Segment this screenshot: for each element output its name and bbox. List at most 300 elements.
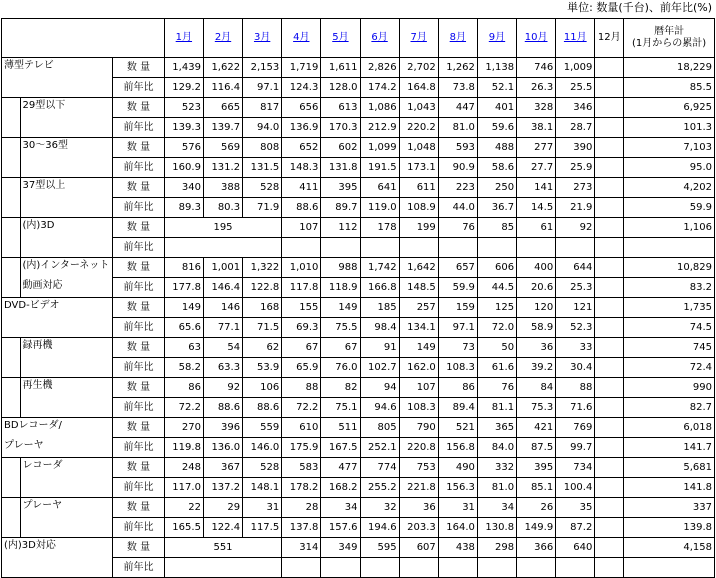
unit-note: 単位: 数量(千台)、前年比(%): [567, 1, 712, 14]
yoy-cell: 160.9: [164, 158, 203, 178]
item-label-cell-2: [2, 78, 113, 98]
month-link-9[interactable]: 9月: [488, 32, 506, 43]
yoy-cell: 139.3: [164, 118, 203, 138]
yoy-cell: 73.8: [438, 78, 477, 98]
quantity-cell: 610: [282, 418, 321, 438]
item-label: 録再機: [22, 340, 53, 351]
month-header-3[interactable]: [243, 19, 282, 58]
quantity-cell: 734: [556, 458, 595, 478]
quantity-cell: 149: [321, 298, 360, 318]
yoy-cell: [282, 558, 321, 578]
yoy-cell: 174.2: [360, 78, 399, 98]
item-label-cell-2: [20, 198, 113, 218]
kind-quantity: 数 量: [113, 298, 165, 318]
quantity-cell: 223: [438, 178, 477, 198]
yoy-cell: 14.5: [517, 198, 556, 218]
quantity-cell: 1,719: [282, 58, 321, 78]
quantity-cell: 36: [517, 338, 556, 358]
quantity-cell: 82: [321, 378, 360, 398]
yoy-cell: 58.2: [164, 358, 203, 378]
quantity-cell: 273: [556, 178, 595, 198]
quantity-cell: 1,642: [399, 258, 438, 278]
quantity-cell: 390: [556, 138, 595, 158]
quantity-cell: 36: [399, 498, 438, 518]
yoy-cell: 81.0: [477, 478, 516, 498]
header-corner: [2, 19, 165, 58]
quantity-cell: [595, 298, 624, 318]
yoy-cell: 173.1: [399, 158, 438, 178]
quantity-cell: 411: [282, 178, 321, 198]
quantity-cell: 1,262: [438, 58, 477, 78]
quantity-total-cell: 1,735: [624, 298, 715, 318]
table-row: [2, 298, 715, 318]
quantity-cell: 328: [517, 98, 556, 118]
yoy-cell: [477, 558, 516, 578]
indent-cell: [2, 158, 21, 178]
item-label-cell-2: [20, 158, 113, 178]
yoy-cell: 44.5: [477, 278, 516, 298]
yoy-total-cell: 82.7: [624, 398, 715, 418]
quantity-cell: 753: [399, 458, 438, 478]
yoy-cell: [595, 558, 624, 578]
quantity-cell-q1-merged: 551: [164, 538, 281, 558]
table-row: [2, 118, 715, 138]
quantity-cell: 34: [321, 498, 360, 518]
quantity-cell: 438: [438, 538, 477, 558]
quantity-cell: 63: [164, 338, 203, 358]
yoy-cell: 221.8: [399, 478, 438, 498]
quantity-cell: 88: [282, 378, 321, 398]
quantity-cell: 817: [243, 98, 282, 118]
yoy-cell: 146.4: [203, 278, 242, 298]
quantity-cell: 613: [321, 98, 360, 118]
quantity-cell: 396: [203, 418, 242, 438]
yoy-total-cell: 72.4: [624, 358, 715, 378]
cumulative-header: [624, 19, 715, 58]
quantity-cell: 54: [203, 338, 242, 358]
quantity-cell: 168: [243, 298, 282, 318]
quantity-cell: 774: [360, 458, 399, 478]
quantity-total-cell: 18,229: [624, 58, 715, 78]
indent-cell: [2, 358, 21, 378]
item-label-cell-2: [2, 438, 113, 458]
quantity-cell: 1,001: [203, 258, 242, 278]
quantity-cell: [595, 98, 624, 118]
quantity-cell: 149: [164, 298, 203, 318]
quantity-cell: 106: [243, 378, 282, 398]
quantity-cell: 159: [438, 298, 477, 318]
yoy-cell: 170.3: [321, 118, 360, 138]
quantity-cell: 120: [517, 298, 556, 318]
quantity-cell: 340: [164, 178, 203, 198]
yoy-cell: 25.3: [556, 278, 595, 298]
item-label-cell-2: [20, 278, 113, 298]
quantity-cell: 447: [438, 98, 477, 118]
quantity-cell: [595, 58, 624, 78]
yoy-cell: 59.9: [438, 278, 477, 298]
item-label-cell: [20, 378, 113, 398]
table-row: [2, 438, 715, 458]
yoy-cell: 164.8: [399, 78, 438, 98]
table-row: [2, 518, 715, 538]
yoy-cell: 134.1: [399, 318, 438, 338]
item-label-cell: [20, 338, 113, 358]
item-label-cell: [20, 458, 113, 478]
table-row: [2, 238, 715, 258]
yoy-cell: 77.1: [203, 318, 242, 338]
quantity-cell: [595, 258, 624, 278]
quantity-cell: 988: [321, 258, 360, 278]
quantity-cell: 523: [164, 98, 203, 118]
quantity-cell: 33: [556, 338, 595, 358]
quantity-cell: 607: [399, 538, 438, 558]
yoy-cell: 25.9: [556, 158, 595, 178]
kind-quantity: 数 量: [113, 338, 165, 358]
yoy-cell: 75.5: [321, 318, 360, 338]
quantity-cell: 125: [477, 298, 516, 318]
yoy-cell-q1-merged: [164, 558, 281, 578]
yoy-cell: 81.0: [438, 118, 477, 138]
yoy-cell: 87.5: [517, 438, 556, 458]
item-label-cell-2: [2, 318, 113, 338]
yoy-cell: 117.8: [282, 278, 321, 298]
quantity-cell: 746: [517, 58, 556, 78]
indent-cell: [2, 118, 21, 138]
yoy-cell: 131.5: [243, 158, 282, 178]
quantity-total-cell: 337: [624, 498, 715, 518]
month-header-2[interactable]: [203, 19, 242, 58]
quantity-cell: 149: [399, 338, 438, 358]
quantity-cell: 185: [360, 298, 399, 318]
yoy-cell: 80.3: [203, 198, 242, 218]
yoy-cell: [438, 238, 477, 258]
kind-yoy: 前年比: [113, 398, 165, 418]
yoy-cell: [517, 558, 556, 578]
month-link-4[interactable]: 4月: [293, 32, 310, 43]
month-link-5[interactable]: 5月: [332, 32, 349, 43]
quantity-cell: 62: [243, 338, 282, 358]
yoy-cell: 117.0: [164, 478, 203, 498]
yoy-cell: 148.5: [399, 278, 438, 298]
quantity-cell: 349: [321, 538, 360, 558]
indent-cell: [2, 518, 21, 538]
yoy-cell: 108.9: [399, 198, 438, 218]
yoy-cell: 178.2: [282, 478, 321, 498]
item-label: (内)インターネット: [22, 260, 110, 271]
quantity-cell: 107: [399, 378, 438, 398]
yoy-cell: 117.5: [243, 518, 282, 538]
indent-cell: [2, 138, 21, 158]
month-header-4[interactable]: [282, 19, 321, 58]
yoy-cell: 99.7: [556, 438, 595, 458]
quantity-total-cell: 7,103: [624, 138, 715, 158]
yoy-cell: 88.6: [243, 398, 282, 418]
quantity-cell: 86: [438, 378, 477, 398]
yoy-cell: 90.9: [438, 158, 477, 178]
yoy-cell: 175.9: [282, 438, 321, 458]
quantity-cell: 2,153: [243, 58, 282, 78]
yoy-cell: 165.5: [164, 518, 203, 538]
kind-quantity: 数 量: [113, 458, 165, 478]
indent-cell: [2, 218, 21, 238]
quantity-cell: 644: [556, 258, 595, 278]
quantity-cell: 365: [477, 418, 516, 438]
table-row: [2, 138, 715, 158]
quantity-cell: 88: [556, 378, 595, 398]
kind-yoy: 前年比: [113, 78, 165, 98]
table-row: [2, 338, 715, 358]
yoy-cell: 30.4: [556, 358, 595, 378]
quantity-cell: 332: [477, 458, 516, 478]
yoy-cell: [282, 238, 321, 258]
month-link-7[interactable]: 7月: [410, 32, 427, 43]
quantity-cell: 477: [321, 458, 360, 478]
quantity-cell: 816: [164, 258, 203, 278]
kind-yoy: 前年比: [113, 558, 165, 578]
yoy-total-cell: 83.2: [624, 278, 715, 298]
yoy-cell: 72.2: [282, 398, 321, 418]
item-label: (内)3D対応: [4, 540, 56, 551]
quantity-total-cell: 4,158: [624, 538, 715, 558]
quantity-cell: 652: [282, 138, 321, 158]
yoy-cell: 97.1: [438, 318, 477, 338]
month-header-10[interactable]: [517, 19, 556, 58]
yoy-cell: 124.3: [282, 78, 321, 98]
month-header-1[interactable]: [164, 19, 203, 58]
kind-quantity: 数 量: [113, 378, 165, 398]
yoy-cell: 36.7: [477, 198, 516, 218]
quantity-cell: 528: [243, 458, 282, 478]
kind-yoy: 前年比: [113, 318, 165, 338]
yoy-cell: 130.8: [477, 518, 516, 538]
yoy-cell: [556, 238, 595, 258]
yoy-cell: 72.2: [164, 398, 203, 418]
yoy-cell: [360, 238, 399, 258]
item-label-cell: [20, 178, 113, 198]
quantity-cell: 155: [282, 298, 321, 318]
quantity-cell: 28: [282, 498, 321, 518]
month-link-8[interactable]: 8月: [449, 32, 467, 43]
quantity-cell: 1,138: [477, 58, 516, 78]
quantity-cell: 31: [243, 498, 282, 518]
quantity-cell: 583: [282, 458, 321, 478]
quantity-cell: 277: [517, 138, 556, 158]
table-row: [2, 278, 715, 298]
yoy-cell: 89.3: [164, 198, 203, 218]
quantity-cell: 314: [282, 538, 321, 558]
quantity-cell: 395: [321, 178, 360, 198]
quantity-cell: 805: [360, 418, 399, 438]
item-label-cell-2: [20, 398, 113, 418]
table-row: [2, 178, 715, 198]
yoy-total-cell: 85.5: [624, 78, 715, 98]
quantity-cell: 1,048: [399, 138, 438, 158]
quantity-cell: 1,009: [556, 58, 595, 78]
yoy-cell: 131.2: [203, 158, 242, 178]
shipment-table: [1, 18, 715, 578]
quantity-cell: 91: [360, 338, 399, 358]
month-link-6[interactable]: 6月: [371, 32, 388, 43]
table-row: [2, 558, 715, 578]
table-row: [2, 198, 715, 218]
yoy-cell: [595, 478, 624, 498]
item-label-cell: [2, 58, 113, 78]
yoy-cell: 146.0: [243, 438, 282, 458]
yoy-cell: 76.0: [321, 358, 360, 378]
month-link-11[interactable]: 11月: [563, 32, 587, 43]
kind-yoy: 前年比: [113, 238, 165, 258]
item-label-cell: [20, 218, 113, 238]
quantity-cell: 790: [399, 418, 438, 438]
quantity-cell: [595, 218, 624, 238]
kind-yoy: 前年比: [113, 478, 165, 498]
quantity-total-cell: 10,829: [624, 258, 715, 278]
month-link-1[interactable]: 1月: [175, 32, 193, 43]
quantity-cell: 141: [517, 178, 556, 198]
yoy-cell: [399, 238, 438, 258]
yoy-cell: [321, 238, 360, 258]
yoy-cell: 116.4: [203, 78, 242, 98]
item-label-cell: [2, 538, 113, 558]
quantity-cell: 521: [438, 418, 477, 438]
yoy-cell: 63.3: [203, 358, 242, 378]
quantity-cell: 511: [321, 418, 360, 438]
table-row: [2, 478, 715, 498]
month-header-11[interactable]: [556, 19, 595, 58]
quantity-cell: 31: [438, 498, 477, 518]
item-label: (内)3D: [22, 220, 55, 231]
month-header-5[interactable]: [321, 19, 360, 58]
yoy-cell: 119.0: [360, 198, 399, 218]
yoy-cell: [595, 398, 624, 418]
quantity-cell: 1,611: [321, 58, 360, 78]
yoy-cell: [595, 278, 624, 298]
table-row: [2, 258, 715, 278]
quantity-cell: 1,043: [399, 98, 438, 118]
yoy-cell: [438, 558, 477, 578]
yoy-cell: [399, 558, 438, 578]
yoy-cell: 81.1: [477, 398, 516, 418]
yoy-cell: 166.8: [360, 278, 399, 298]
yoy-cell: [517, 238, 556, 258]
yoy-cell: 100.4: [556, 478, 595, 498]
yoy-cell: 164.0: [438, 518, 477, 538]
indent-cell: [2, 338, 21, 358]
header-row: [2, 19, 715, 58]
kind-quantity: 数 量: [113, 418, 165, 438]
yoy-cell: 220.2: [399, 118, 438, 138]
quantity-cell: 641: [360, 178, 399, 198]
yoy-cell: 88.6: [203, 398, 242, 418]
quantity-cell: 1,010: [282, 258, 321, 278]
quantity-cell: 606: [477, 258, 516, 278]
table-row: [2, 78, 715, 98]
item-label-cell-2: [20, 518, 113, 538]
quantity-cell: 665: [203, 98, 242, 118]
yoy-cell: 148.3: [282, 158, 321, 178]
yoy-cell: 71.9: [243, 198, 282, 218]
table-body: [2, 58, 715, 578]
quantity-total-cell: 4,202: [624, 178, 715, 198]
yoy-total-cell: 139.8: [624, 518, 715, 538]
quantity-cell: 1,322: [243, 258, 282, 278]
yoy-cell: 122.8: [243, 278, 282, 298]
item-label: 薄型テレビ: [4, 60, 54, 71]
kind-quantity: 数 量: [113, 138, 165, 158]
quantity-cell: 528: [243, 178, 282, 198]
quantity-cell: 61: [517, 218, 556, 238]
month-header-6[interactable]: [360, 19, 399, 58]
quantity-cell: 1,622: [203, 58, 242, 78]
quantity-cell: 76: [477, 378, 516, 398]
item-label: DVD-ビデオ: [4, 300, 60, 311]
yoy-cell: 84.0: [477, 438, 516, 458]
month-link-10[interactable]: 10月: [524, 32, 548, 43]
quantity-cell: 29: [203, 498, 242, 518]
indent-cell: [2, 178, 21, 198]
quantity-cell: 73: [438, 338, 477, 358]
indent-cell: [2, 498, 21, 518]
yoy-cell: 156.3: [438, 478, 477, 498]
yoy-cell: 88.6: [282, 198, 321, 218]
month-header-12: [595, 19, 624, 58]
yoy-cell: 58.6: [477, 158, 516, 178]
month-link-3[interactable]: 3月: [253, 32, 271, 43]
item-label: レコーダ: [22, 460, 63, 471]
item-label-line2: 動画対応: [22, 279, 63, 291]
quantity-total-cell: 990: [624, 378, 715, 398]
yoy-cell: 59.6: [477, 118, 516, 138]
yoy-cell: 98.4: [360, 318, 399, 338]
quantity-cell: 1,742: [360, 258, 399, 278]
yoy-cell: 255.2: [360, 478, 399, 498]
yoy-cell: [477, 238, 516, 258]
quantity-cell: 67: [321, 338, 360, 358]
yoy-total-cell: [624, 558, 715, 578]
table-row: [2, 218, 715, 238]
indent-cell: [2, 398, 21, 418]
quantity-cell: [595, 178, 624, 198]
yoy-cell: [595, 438, 624, 458]
table-row: [2, 58, 715, 78]
yoy-cell: 108.3: [438, 358, 477, 378]
yoy-cell: 203.3: [399, 518, 438, 538]
item-label-cell-2: [20, 478, 113, 498]
quantity-cell: 488: [477, 138, 516, 158]
month-header-9[interactable]: [477, 19, 516, 58]
yoy-cell: 20.6: [517, 278, 556, 298]
quantity-cell: [595, 338, 624, 358]
yoy-cell: 38.1: [517, 118, 556, 138]
month-header-8[interactable]: [438, 19, 477, 58]
yoy-cell: 26.3: [517, 78, 556, 98]
quantity-cell: 84: [517, 378, 556, 398]
quantity-cell: 657: [438, 258, 477, 278]
table-row: [2, 538, 715, 558]
yoy-total-cell: 74.5: [624, 318, 715, 338]
quantity-cell: 559: [243, 418, 282, 438]
quantity-cell: 121: [556, 298, 595, 318]
month-link-2[interactable]: 2月: [214, 32, 232, 43]
table-row: [2, 98, 715, 118]
item-label-cell: [2, 418, 113, 438]
quantity-cell: [595, 498, 624, 518]
kind-quantity: 数 量: [113, 98, 165, 118]
month-header-7[interactable]: [399, 19, 438, 58]
yoy-cell: 75.1: [321, 398, 360, 418]
kind-yoy: 前年比: [113, 278, 165, 298]
table-row: [2, 458, 715, 478]
